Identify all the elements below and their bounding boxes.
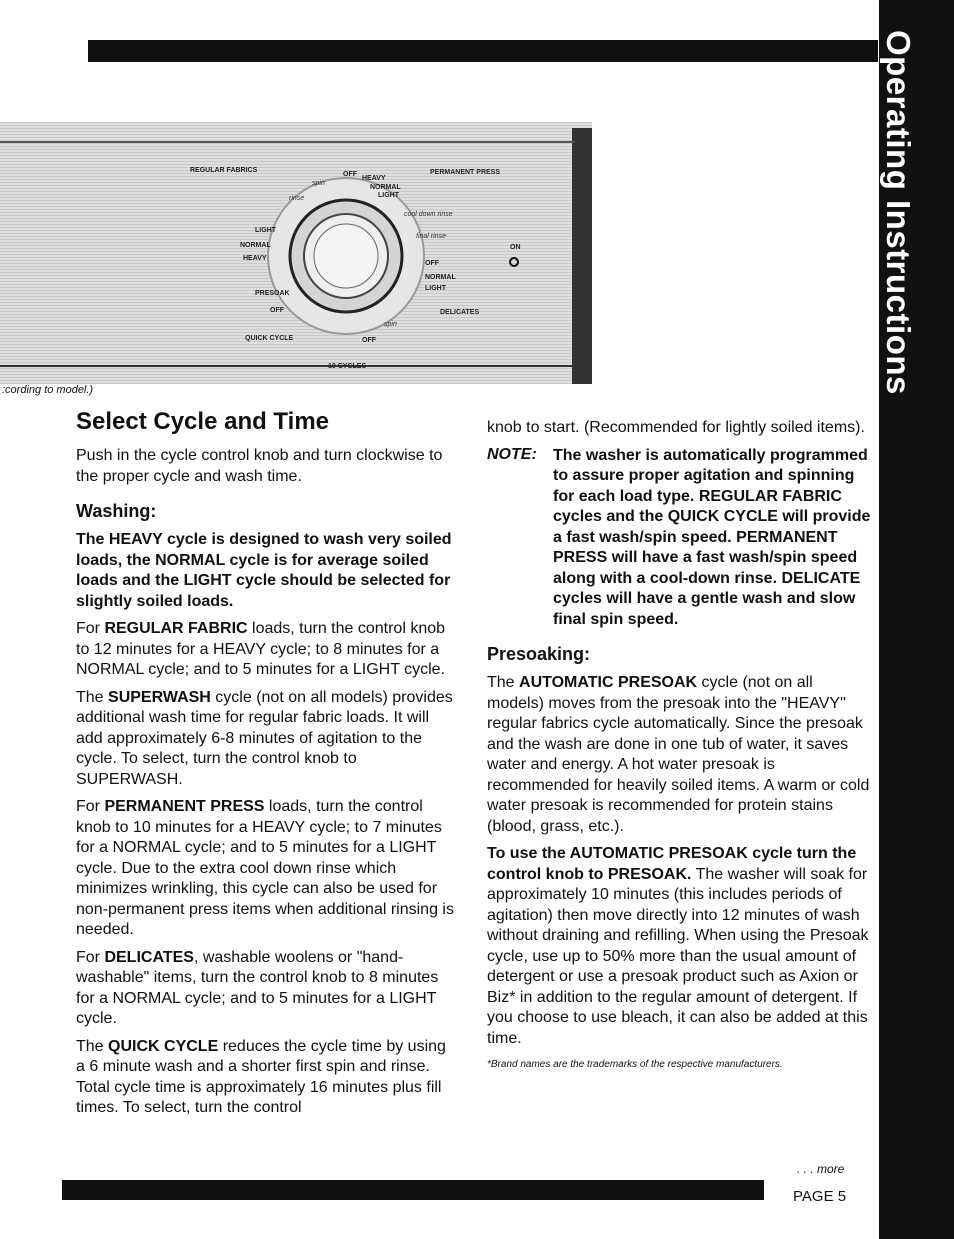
trademark-footnote: *Brand names are the trademarks of the respective manufacturers. bbox=[487, 1059, 783, 1070]
label-presoak: PRESOAK bbox=[255, 290, 290, 297]
label-permanent-press: PERMANENT PRESS bbox=[430, 169, 501, 176]
regular-fabric-paragraph: For REGULAR FABRIC loads, turn the control knob to 12 minutes for a HEAVY cycle; to 8 minutes for a NORMAL cycle; and to 5 minutes for a LIGHT cycle. bbox=[76, 620, 446, 678]
label-off-bottom: OFF bbox=[362, 337, 376, 344]
label-off-top: OFF bbox=[343, 171, 357, 178]
page-number: PAGE 5 bbox=[793, 1188, 847, 1205]
label-off-right: OFF bbox=[425, 260, 439, 267]
side-tab-title: Operating Instructions bbox=[880, 30, 917, 395]
washing-summary: The HEAVY cycle is designed to wash very soiled loads, the NORMAL cycle is for average soiled loads and the LIGHT cycle should be selected for slightly soiled loads. bbox=[76, 531, 452, 610]
permanent-press-paragraph: For PERMANENT PRESS loads, turn the control knob to 10 minutes for a HEAVY cycle; to 7 minutes for a NORMAL cycle; and to 5 minutes for a LIGHT cycle. Due to the extra cool down rinse which minimizes wrinkling, this cycle can also be used for non-permanent press items when additional rinsing is needed. bbox=[76, 798, 454, 938]
left-column bbox=[76, 408, 456, 1126]
more-indicator: . . . more bbox=[797, 1162, 845, 1176]
superwash-paragraph: The SUPERWASH cycle (not on all models) provides additional wash time for regular fabric loads. It will add approximately 6-8 minutes of agitation to the cycle. To select, turn the control knob to SUPERWASH. bbox=[76, 688, 453, 788]
label-final-rinse: final rinse bbox=[416, 233, 446, 240]
label-light-top: LIGHT bbox=[378, 192, 399, 199]
label-delicates: DELICATES bbox=[440, 309, 480, 316]
label-cycles: 10 CYCLES bbox=[328, 363, 367, 370]
presoaking-heading: Presoaking: bbox=[487, 644, 591, 664]
continued-paragraph: knob to start. (Recommended for lightly soiled items). bbox=[487, 419, 865, 436]
label-cool-down-rinse: cool down rinse bbox=[404, 211, 453, 218]
note-block bbox=[487, 446, 872, 631]
label-normal-left: NORMAL bbox=[240, 242, 271, 249]
label-off-left: OFF bbox=[270, 307, 284, 314]
label-rinse: rinse bbox=[289, 195, 305, 202]
quick-cycle-paragraph: The QUICK CYCLE reduces the cycle time by using a 6 minute wash and a shorter first spin and rinse. Total cycle time is approximately 16 minutes plus fill times. To select, turn the control bbox=[76, 1037, 446, 1116]
figure-caption: :cording to model.) bbox=[2, 384, 94, 396]
note-label: NOTE: bbox=[487, 445, 537, 463]
label-quick-cycle: QUICK CYCLE bbox=[245, 335, 294, 342]
top-rule bbox=[88, 40, 878, 62]
intro-paragraph: Push in the cycle control knob and turn clockwise to the proper cycle and wash time. bbox=[76, 447, 443, 485]
delicates-paragraph: For DELICATES, washable woolens or "hand-washable" items, turn the control knob to 8 minutes for a NORMAL cycle; and to 5 minutes for a LIGHT cycle. bbox=[76, 948, 439, 1027]
washing-heading: Washing: bbox=[76, 501, 157, 521]
label-light-right: LIGHT bbox=[425, 285, 446, 292]
automatic-presoak-paragraph: The AUTOMATIC PRESOAK cycle (not on all models) moves from the presoak into the "HEAVY" regular fabrics cycle automatically. Since the presoak and the wash are done in one tub of water, it saves water and energy. A hot water presoak is recommended for heavily soiled items. A warm or cold water presoak is recommended for protein stains (blood, grass, etc.). bbox=[487, 674, 870, 835]
right-column bbox=[487, 418, 872, 1070]
label-spin: spin bbox=[312, 180, 325, 187]
note-text: The washer is automatically programmed to assure proper agitation and spinning for each load type. REGULAR FABRIC cycles and the QUICK CYCLE will provide a fast wash/spin speed. PERMANENT PRESS will have a fast wash/spin speed along with a cool-down rinse. DELICATE cycles will have a gentle wash and slow final spin speed. bbox=[553, 446, 871, 628]
section-title: Select Cycle and Time bbox=[76, 408, 330, 435]
bottom-rule bbox=[62, 1180, 764, 1200]
label-heavy-left: HEAVY bbox=[243, 255, 267, 262]
label-spin-bottom: spin bbox=[384, 321, 397, 328]
control-panel-diagram bbox=[0, 122, 592, 384]
label-heavy-top: HEAVY bbox=[362, 175, 386, 182]
label-on: ON bbox=[510, 244, 521, 251]
label-normal-top: NORMAL bbox=[370, 184, 401, 191]
presoak-usage-paragraph: To use the AUTOMATIC PRESOAK cycle turn the control knob to PRESOAK. The washer will soak for approximately 10 minutes (this includes periods of agitation) then move directly into 12 minutes of wash without draining and refilling. When using the Presoak cycle, use up to 50% more than the usual amount of detergent or use a presoak product such as Axion or Biz* in addition to the regular amount of detergent. If you choose to use bleach, it can also be added at this time. bbox=[487, 845, 869, 1047]
label-regular-fabrics: REGULAR FABRICS bbox=[190, 167, 258, 174]
label-light-left: LIGHT bbox=[255, 227, 276, 234]
label-normal-right: NORMAL bbox=[425, 274, 456, 281]
